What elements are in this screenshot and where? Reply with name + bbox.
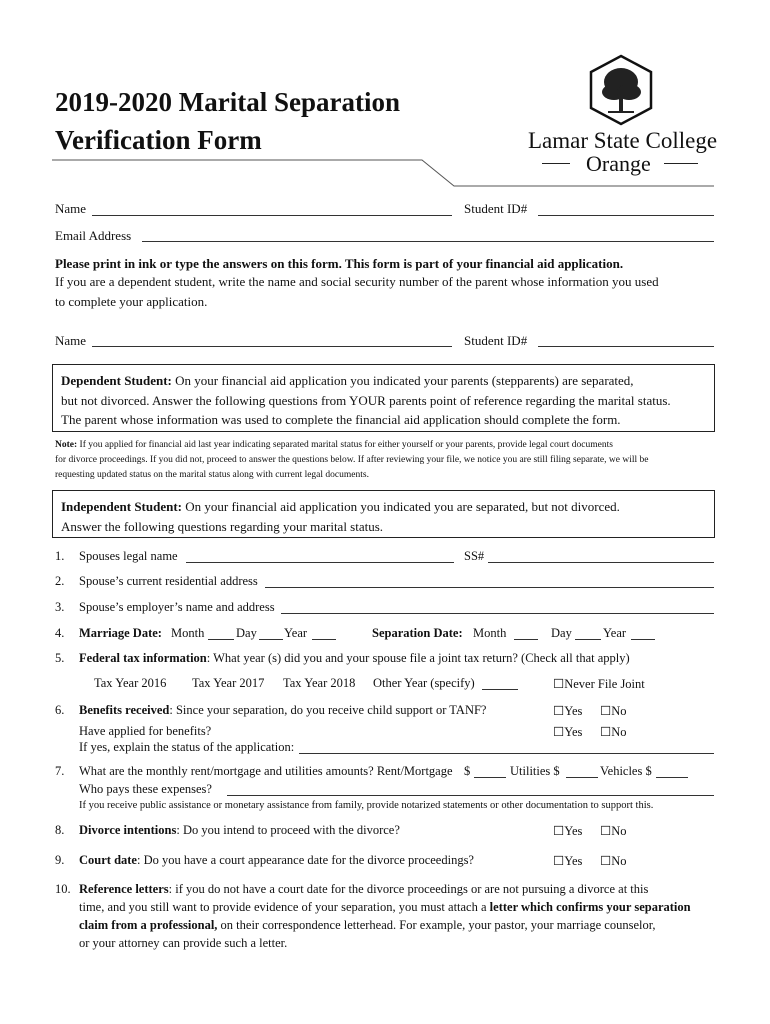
separation-day-label: Day [551,626,572,640]
q10-line3 [79,918,656,933]
q9-number: 9. [55,853,65,867]
divorce-yes-checkbox[interactable]: ☐Yes [553,824,583,838]
q5-number: 5. [55,651,65,665]
q9-label: Court date [79,853,137,867]
q3-label: Spouse’s employer’s name and address [79,600,275,614]
name-label: Name [55,201,87,216]
parent-student-id-input[interactable] [538,346,714,347]
tax-year-2018-option[interactable]: Tax Year 2018 [283,676,356,690]
q10-line1 [79,882,648,897]
independent-label: Independent Student: [61,499,183,514]
college-name: Lamar State College [528,128,718,153]
court-no-checkbox[interactable]: ☐No [600,854,627,868]
separation-day-input[interactable] [575,639,601,640]
separation-year-input[interactable] [631,639,655,640]
q10-text2b: letter which confirms your separation [489,900,691,914]
utilities-input[interactable] [566,777,598,778]
q9-text: : Do you have a court appearance date for the divorce proceedings? [136,853,474,867]
q8-number: 8. [55,823,65,837]
independent-line2: Answer the following questions regarding your marital status. [61,518,384,534]
parent-name-label: Name [55,333,87,348]
spouse-name-input[interactable] [186,562,454,563]
student-id-input[interactable] [538,215,714,216]
title-line-2: Verification Form [55,125,262,155]
applied-no-checkbox[interactable]: ☐No [600,725,627,739]
other-year-option[interactable]: Other Year (specify) [373,676,475,690]
divorce-no-checkbox[interactable]: ☐No [600,824,627,838]
q5-text: : What year (s) did you and your spouse file a joint tax return? (Check all that apply) [206,651,630,665]
instructions-line2: If you are a dependent student, write the name and social security number of the parent whose information you used [55,274,659,289]
marriage-month-label: Month [171,626,205,640]
employer-input[interactable] [281,613,714,614]
marriage-year-label: Year [284,626,308,640]
header-rule [0,0,770,200]
student-id-label: Student ID# [464,201,528,216]
spouse-address-input[interactable] [265,587,714,588]
q1-label: Spouses legal name [79,549,178,563]
dependent-label: Dependent Student: [61,373,172,388]
email-input[interactable] [142,241,714,242]
assistance-note: If you receive public assistance or monetary assistance from family, provide notarized statements or other documentation to support this. [79,800,654,811]
q6-label: Benefits received [79,703,170,717]
parent-name-input[interactable] [92,346,452,347]
q10-text3b: on their correspondence letterhead. For example, your pastor, your marriage counselor, [217,918,656,932]
q8-question [79,823,400,838]
q1-number: 1. [55,549,65,563]
q8-label: Divorce intentions [79,823,177,837]
utilities-label: Utilities $ [510,764,560,778]
separation-year-label: Year [603,626,627,640]
separation-month-label: Month [473,626,507,640]
instructions-line3: to complete your application. [55,294,208,309]
q5-question [79,651,630,666]
q10-line4: or your attorney can provide such a letter. [79,936,288,950]
q2-number: 2. [55,574,65,588]
q6-number: 6. [55,703,65,717]
q9-question [79,853,474,868]
marriage-month-input[interactable] [208,639,234,640]
name-input[interactable] [92,215,452,216]
q2-label: Spouse’s current residential address [79,574,258,588]
title-line-1: 2019-2020 Marital Separation [55,87,400,117]
application-status-label: If yes, explain the status of the application: [79,740,295,754]
q8-text: : Do you intend to proceed with the divorce? [176,823,400,837]
marriage-year-input[interactable] [312,639,336,640]
independent-student-box [52,490,715,538]
parent-student-id-label: Student ID# [464,333,528,348]
court-yes-checkbox[interactable]: ☐Yes [553,854,583,868]
tax-year-2016-option[interactable]: Tax Year 2016 [94,676,167,690]
dependent-student-box [52,364,715,432]
note-line3: requesting updated status on the marital status along with current legal documents. [55,470,369,480]
vehicles-label: Vehicles $ [600,764,652,778]
q6-question [79,703,486,718]
q7-number: 7. [55,764,65,778]
benefits-yes-checkbox[interactable]: ☐Yes [553,704,583,718]
applied-yes-checkbox[interactable]: ☐Yes [553,725,583,739]
college-campus: Orange [586,151,651,176]
independent-line1: On your financial aid application you indicated you are separated, but not divorced. [182,499,620,514]
note-line1: If you applied for financial aid last year indicating separated marital status for either yourself or your parents, provide legal court documents [77,440,613,450]
q7-text: What are the monthly rent/mortgage and utilities amounts? Rent/Mortgage [79,764,453,778]
note-line2: for divorce proceedings. If you did not, proceed to answer the questions below. If after reviewing your file, we notice you are still filing separate, we will be [55,455,649,465]
marriage-day-input[interactable] [259,639,283,640]
separation-month-input[interactable] [514,639,538,640]
ss-input[interactable] [488,562,714,563]
email-label: Email Address [55,228,132,243]
benefits-no-checkbox[interactable]: ☐No [600,704,627,718]
never-file-joint-checkbox[interactable]: ☐Never File Joint [553,677,645,691]
q10-line2 [79,900,691,915]
q3-number: 3. [55,600,65,614]
instructions-bold: Please print in ink or type the answers on this form. This form is part of your financial aid application. [55,256,624,271]
q5-label: Federal tax information [79,651,207,665]
who-pays-input[interactable] [227,795,714,796]
q10-text2a: time, and you still want to provide evidence of your separation, you must attach a [79,900,490,914]
q10-number: 10. [55,882,71,896]
applied-benefits-label: Have applied for benefits? [79,724,212,738]
ss-label: SS# [464,549,485,563]
separation-date-label: Separation Date: [372,626,463,640]
tax-year-2017-option[interactable]: Tax Year 2017 [192,676,265,690]
q10-text1: : if you do not have a court date for the divorce proceedings or are not pursuing a divorce at this [168,882,649,896]
note-label: Note: [55,440,78,450]
marriage-day-label: Day [236,626,257,640]
q4-number: 4. [55,626,65,640]
who-pays-label: Who pays these expenses? [79,782,212,796]
dependent-line2: but not divorced. Answer the following questions from YOUR parents point of reference regarding the marital status. [61,392,671,408]
marriage-date-label: Marriage Date: [79,626,162,640]
application-status-input[interactable] [299,753,714,754]
dependent-line1: On your financial aid application you indicated your parents (stepparents) are separated, [171,373,634,388]
vehicles-input[interactable] [656,777,688,778]
dependent-line3: The parent whose information was used to complete the financial aid application should complete the form. [61,412,621,427]
rent-dollar-label: $ [464,764,471,778]
q6-text: : Since your separation, do you receive child support or TANF? [169,703,487,717]
q10-text3a: claim from a professional, [79,918,218,932]
other-year-input[interactable] [482,689,518,690]
rent-input[interactable] [474,777,506,778]
note-block [55,438,715,483]
q10-label: Reference letters [79,882,169,896]
